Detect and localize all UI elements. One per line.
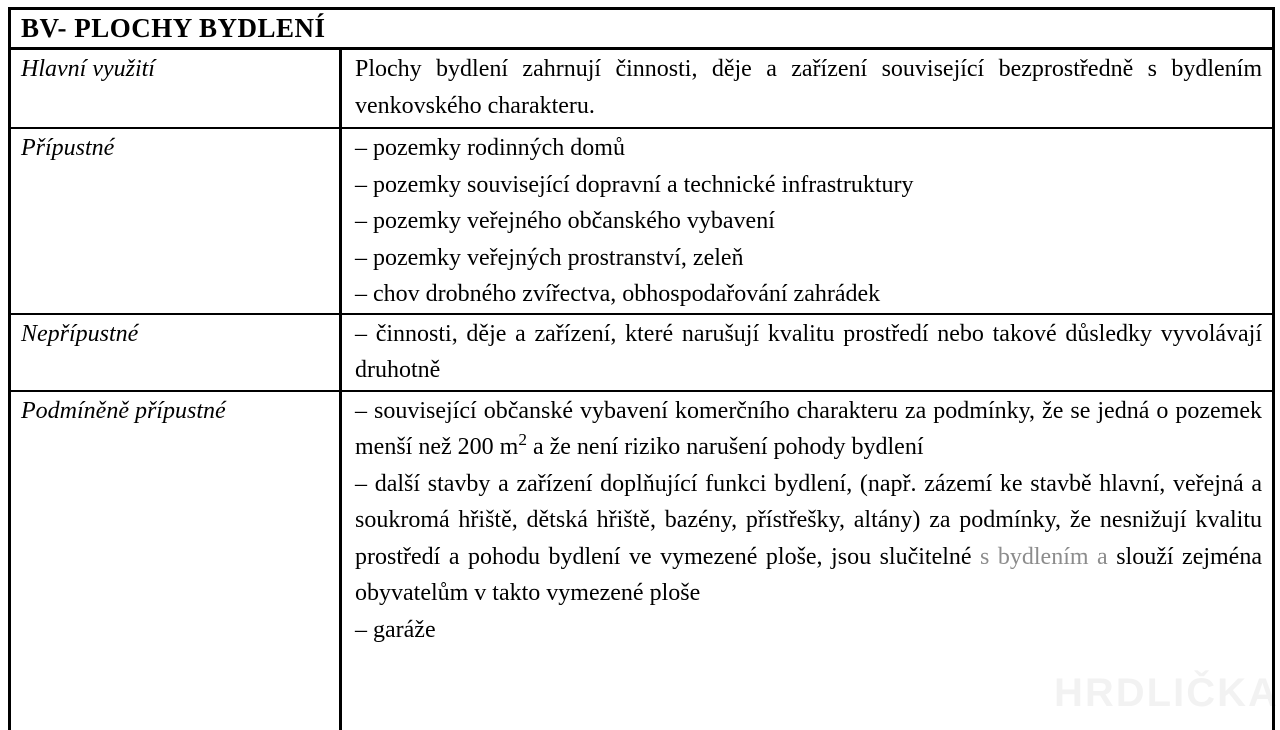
permitted-item: – pozemky rodinných domů — [355, 135, 625, 161]
conditional-paragraph-3: – garáže — [355, 616, 436, 643]
row-label-podminene-pripustne: Podmíněně přípustné — [10, 391, 341, 730]
permitted-item: – pozemky veřejných prostranství, zeleň — [355, 244, 744, 271]
row-label-nepripustne: Nepřípustné — [10, 314, 341, 391]
row-content-not-permitted — [341, 314, 1274, 391]
permitted-item: – chov drobného zvířectva, obhospodařování zahrádek — [355, 281, 881, 307]
row-content-permitted — [341, 128, 1274, 314]
table-row-main-use — [10, 49, 1274, 129]
permitted-item: – pozemky související dopravní a technické infrastruktury — [355, 171, 914, 198]
conditional-paragraph-1 — [355, 393, 1262, 466]
conditional-p2-text: – další stavby a zařízení doplňující funkci bydlení, (např. zázemí ke stavbě hlavní, veřejná a soukromá hřiště, dětská hřiště, bazény, přístřešky, altány) za podmínky, že nesnižují kvalitu prostředí a pohodu bydlení ve vymezené ploše, jsou slučitelné — [355, 470, 1262, 570]
table-header-row — [10, 9, 1274, 49]
row-label-pripustne: Přípustné — [10, 128, 341, 314]
table-row-conditionally-permitted — [10, 391, 1274, 730]
main-use-paragraph: Plochy bydlení zahrnují činnosti, děje a zařízení související bezprostředně s bydlením venkovského charakteru. — [355, 56, 1262, 119]
table-row-permitted — [10, 128, 1274, 314]
zoning-table — [8, 7, 1279, 730]
watermark-logo: HRDLIČKA — [1054, 671, 1279, 715]
table-title: BV- PLOCHY BYDLENÍ — [10, 9, 1274, 49]
row-content-conditionally-permitted — [341, 391, 1279, 730]
conditional-p2-faded-text: s bydlením a — [980, 543, 1108, 570]
conditional-p1-text-end: a že není riziko narušení pohody bydlení — [526, 434, 924, 460]
superscript-2: 2 — [518, 429, 527, 449]
permitted-item: – pozemky veřejného občanského vybavení — [355, 208, 775, 234]
conditional-p2-text-end: slouží zejména obyvatelům v takto vymezené ploše — [355, 543, 1262, 606]
row-content-main-use — [341, 49, 1274, 129]
row-label-hlavni-vyuziti: Hlavní využití — [10, 49, 341, 129]
conditional-paragraph-2 — [355, 466, 1262, 612]
table-row-not-permitted — [10, 314, 1274, 391]
not-permitted-paragraph: – činnosti, děje a zařízení, které narušují kvalitu prostředí nebo takové důsledky vyvolávají druhotně — [355, 320, 1262, 383]
conditional-p1-text: – související občanské vybavení komerčního charakteru za podmínky, že se jedná o pozemek menší než 200 m — [355, 397, 1262, 460]
